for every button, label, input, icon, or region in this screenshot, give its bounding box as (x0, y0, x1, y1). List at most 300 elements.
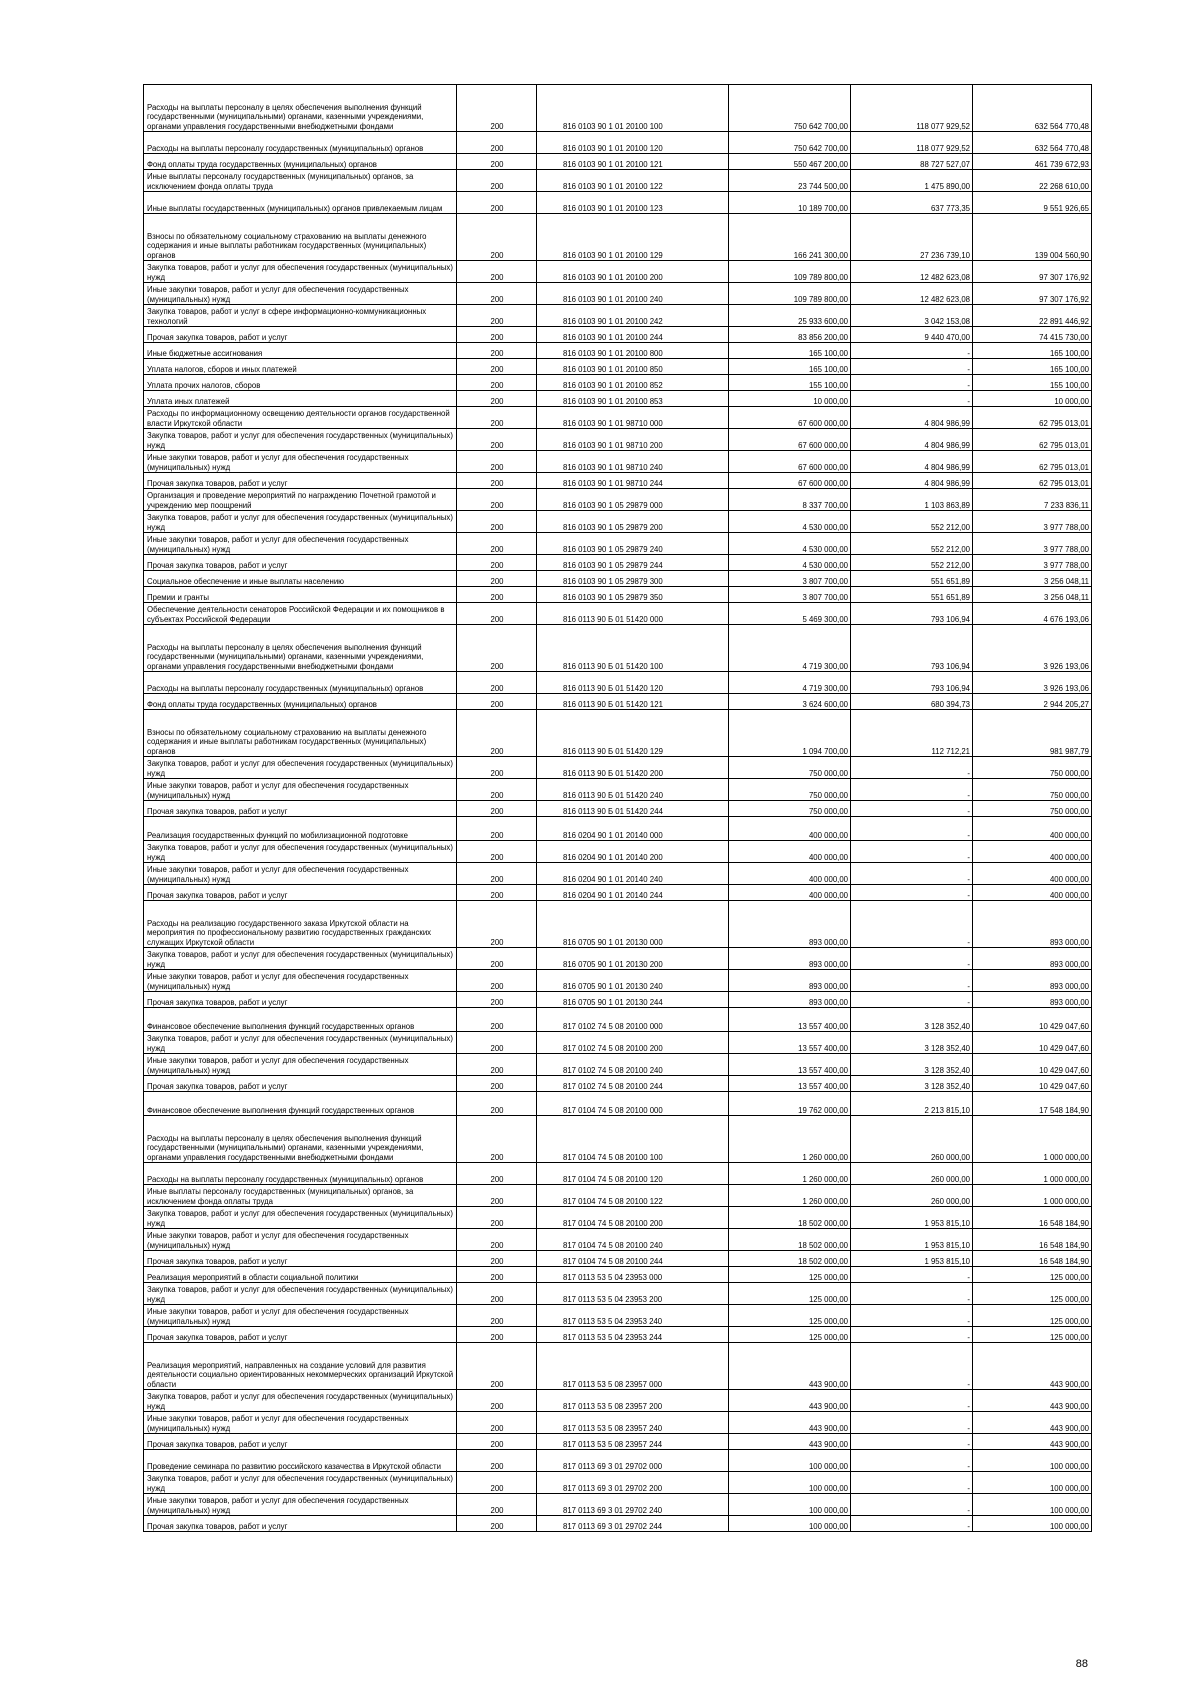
row-budget-code: 816 0204 90 1 01 20140 240 (537, 863, 729, 885)
table-row (144, 1116, 1092, 1163)
row-name: Закупка товаров, работ и услуг для обеспечения государственных (муниципальных) нужд (144, 948, 457, 970)
row-approved-amount: 400 000,00 (729, 863, 851, 885)
row-budget-code: 817 0113 69 3 01 29702 240 (537, 1494, 729, 1516)
row-budget-code: 817 0104 74 5 08 20100 000 (537, 1092, 729, 1116)
row-code: 200 (457, 1305, 537, 1327)
row-budget-code: 816 0113 90 Б 01 51420 129 (537, 710, 729, 757)
row-unexecuted-amount: 3 256 048,11 (973, 587, 1092, 603)
table-row (144, 1092, 1092, 1116)
row-unexecuted-amount: 100 000,00 (973, 1472, 1092, 1494)
row-unexecuted-amount: 10 000,00 (973, 391, 1092, 407)
row-code: 200 (457, 1516, 537, 1532)
row-code: 200 (457, 343, 537, 359)
row-budget-code: 817 0113 69 3 01 29702 200 (537, 1472, 729, 1494)
row-approved-amount: 5 469 300,00 (729, 603, 851, 625)
row-code: 200 (457, 429, 537, 451)
row-unexecuted-amount: 62 795 013,01 (973, 407, 1092, 429)
row-unexecuted-amount: 125 000,00 (973, 1327, 1092, 1343)
row-executed-amount: - (851, 841, 973, 863)
row-executed-amount: 9 440 470,00 (851, 327, 973, 343)
row-budget-code: 816 0103 90 1 01 20100 853 (537, 391, 729, 407)
row-executed-amount: 1 953 815,10 (851, 1207, 973, 1229)
row-code: 200 (457, 1054, 537, 1076)
row-budget-code: 817 0113 53 5 04 23953 200 (537, 1283, 729, 1305)
row-code: 200 (457, 801, 537, 817)
table-row (144, 992, 1092, 1008)
row-executed-amount: 1 953 815,10 (851, 1251, 973, 1267)
row-approved-amount: 3 807 700,00 (729, 571, 851, 587)
row-unexecuted-amount: 750 000,00 (973, 757, 1092, 779)
table-row (144, 901, 1092, 948)
row-executed-amount: 552 212,00 (851, 511, 973, 533)
row-unexecuted-amount: 1 000 000,00 (973, 1185, 1092, 1207)
row-executed-amount: 1 953 815,10 (851, 1229, 973, 1251)
row-unexecuted-amount: 3 977 788,00 (973, 511, 1092, 533)
row-budget-code: 817 0104 74 5 08 20100 244 (537, 1251, 729, 1267)
row-executed-amount: 27 236 739,10 (851, 214, 973, 261)
row-approved-amount: 100 000,00 (729, 1472, 851, 1494)
row-executed-amount: 552 212,00 (851, 533, 973, 555)
table-row (144, 1390, 1092, 1412)
row-code: 200 (457, 154, 537, 170)
row-code: 200 (457, 1343, 537, 1390)
row-approved-amount: 25 933 600,00 (729, 305, 851, 327)
row-approved-amount: 67 600 000,00 (729, 451, 851, 473)
table-row (144, 1207, 1092, 1229)
table-row (144, 261, 1092, 283)
table-row (144, 1412, 1092, 1434)
row-code: 200 (457, 1450, 537, 1472)
row-executed-amount: - (851, 1494, 973, 1516)
table-row (144, 1008, 1092, 1032)
row-unexecuted-amount: 632 564 770,48 (973, 85, 1092, 132)
row-name: Закупка товаров, работ и услуг для обеспечения государственных (муниципальных) нужд (144, 1032, 457, 1054)
row-budget-code: 816 0103 90 1 01 20100 852 (537, 375, 729, 391)
row-unexecuted-amount: 16 548 184,90 (973, 1207, 1092, 1229)
table-row (144, 214, 1092, 261)
row-unexecuted-amount: 97 307 176,92 (973, 283, 1092, 305)
row-name: Расходы на выплаты персоналу государственных (муниципальных) органов (144, 672, 457, 694)
row-budget-code: 817 0113 69 3 01 29702 000 (537, 1450, 729, 1472)
row-name: Организация и проведение мероприятий по награждению Почетной грамотой и учреждению мер поощрений (144, 489, 457, 511)
row-unexecuted-amount: 3 926 193,06 (973, 672, 1092, 694)
row-approved-amount: 4 719 300,00 (729, 672, 851, 694)
row-budget-code: 817 0104 74 5 08 20100 100 (537, 1116, 729, 1163)
row-name: Иные выплаты персоналу государственных (муниципальных) органов, за исключением фонда оплаты труда (144, 1185, 457, 1207)
row-code: 200 (457, 757, 537, 779)
row-name: Расходы на выплаты персоналу государственных (муниципальных) органов (144, 132, 457, 154)
row-budget-code: 816 0705 90 1 01 20130 244 (537, 992, 729, 1008)
row-name: Прочая закупка товаров, работ и услуг (144, 801, 457, 817)
row-code: 200 (457, 305, 537, 327)
table-row (144, 1327, 1092, 1343)
row-executed-amount: 793 106,94 (851, 672, 973, 694)
row-budget-code: 817 0102 74 5 08 20100 000 (537, 1008, 729, 1032)
table-row (144, 1076, 1092, 1092)
row-unexecuted-amount: 2 944 205,27 (973, 694, 1092, 710)
row-name: Расходы на выплаты персоналу государственных (муниципальных) органов (144, 1163, 457, 1185)
row-unexecuted-amount: 97 307 176,92 (973, 261, 1092, 283)
row-code: 200 (457, 489, 537, 511)
table-row (144, 85, 1092, 132)
row-unexecuted-amount: 3 977 788,00 (973, 555, 1092, 571)
row-unexecuted-amount: 100 000,00 (973, 1494, 1092, 1516)
row-executed-amount: 12 482 623,08 (851, 261, 973, 283)
row-name: Расходы на выплаты персоналу в целях обеспечения выполнения функций государственными (муниципальными) органами, казенными учреждениями, органами управления государственными внебюджетными фондами (144, 625, 457, 672)
row-approved-amount: 67 600 000,00 (729, 473, 851, 489)
row-approved-amount: 23 744 500,00 (729, 170, 851, 192)
table-row (144, 1472, 1092, 1494)
table-row (144, 1251, 1092, 1267)
row-name: Прочая закупка товаров, работ и услуг (144, 473, 457, 489)
row-approved-amount: 10 000,00 (729, 391, 851, 407)
row-name: Прочая закупка товаров, работ и услуг (144, 1076, 457, 1092)
row-approved-amount: 750 000,00 (729, 779, 851, 801)
row-budget-code: 816 0103 90 1 01 20100 850 (537, 359, 729, 375)
row-code: 200 (457, 473, 537, 489)
row-unexecuted-amount: 443 900,00 (973, 1434, 1092, 1450)
row-budget-code: 816 0103 90 1 01 98710 200 (537, 429, 729, 451)
row-approved-amount: 83 856 200,00 (729, 327, 851, 343)
row-approved-amount: 550 467 200,00 (729, 154, 851, 170)
row-budget-code: 816 0113 90 Б 01 51420 000 (537, 603, 729, 625)
table-row (144, 359, 1092, 375)
row-code: 200 (457, 451, 537, 473)
row-unexecuted-amount: 165 100,00 (973, 359, 1092, 375)
row-code: 200 (457, 694, 537, 710)
row-name: Премии и гранты (144, 587, 457, 603)
row-executed-amount: - (851, 391, 973, 407)
row-approved-amount: 4 530 000,00 (729, 511, 851, 533)
row-code: 200 (457, 1229, 537, 1251)
row-approved-amount: 125 000,00 (729, 1327, 851, 1343)
row-unexecuted-amount: 1 000 000,00 (973, 1163, 1092, 1185)
row-budget-code: 816 0113 90 Б 01 51420 240 (537, 779, 729, 801)
row-budget-code: 816 0103 90 1 01 20100 100 (537, 85, 729, 132)
row-code: 200 (457, 948, 537, 970)
row-unexecuted-amount: 10 429 047,60 (973, 1054, 1092, 1076)
row-unexecuted-amount: 125 000,00 (973, 1283, 1092, 1305)
row-executed-amount: - (851, 970, 973, 992)
row-code: 200 (457, 1494, 537, 1516)
table-row (144, 305, 1092, 327)
row-budget-code: 816 0113 90 Б 01 51420 121 (537, 694, 729, 710)
row-approved-amount: 155 100,00 (729, 375, 851, 391)
row-approved-amount: 400 000,00 (729, 885, 851, 901)
row-code: 200 (457, 1327, 537, 1343)
row-unexecuted-amount: 443 900,00 (973, 1343, 1092, 1390)
row-approved-amount: 3 807 700,00 (729, 587, 851, 603)
row-executed-amount: - (851, 901, 973, 948)
row-code: 200 (457, 511, 537, 533)
row-name: Обеспечение деятельности сенаторов Российской Федерации и их помощников в субъектах Российской Федерации (144, 603, 457, 625)
row-name: Финансовое обеспечение выполнения функций государственных органов (144, 1092, 457, 1116)
row-budget-code: 816 0103 90 1 05 29879 000 (537, 489, 729, 511)
row-name: Иные закупки товаров, работ и услуг для обеспечения государственных (муниципальных) нужд (144, 283, 457, 305)
table-row (144, 1283, 1092, 1305)
row-code: 200 (457, 407, 537, 429)
table-row (144, 801, 1092, 817)
row-unexecuted-amount: 3 256 048,11 (973, 571, 1092, 587)
row-budget-code: 817 0102 74 5 08 20100 240 (537, 1054, 729, 1076)
row-unexecuted-amount: 400 000,00 (973, 885, 1092, 901)
row-unexecuted-amount: 893 000,00 (973, 992, 1092, 1008)
row-unexecuted-amount: 7 233 836,11 (973, 489, 1092, 511)
row-name: Прочая закупка товаров, работ и услуг (144, 1327, 457, 1343)
row-approved-amount: 18 502 000,00 (729, 1207, 851, 1229)
table-row (144, 1229, 1092, 1251)
row-code: 200 (457, 587, 537, 603)
row-name: Иные закупки товаров, работ и услуг для обеспечения государственных (муниципальных) нужд (144, 533, 457, 555)
row-name: Расходы на выплаты персоналу в целях обеспечения выполнения функций государственными (муниципальными) органами, казенными учреждениями, органами управления государственными внебюджетными фондами (144, 85, 457, 132)
row-executed-amount: 2 213 815,10 (851, 1092, 973, 1116)
row-name: Иные закупки товаров, работ и услуг для обеспечения государственных (муниципальных) нужд (144, 779, 457, 801)
row-name: Социальное обеспечение и иные выплаты населению (144, 571, 457, 587)
row-approved-amount: 443 900,00 (729, 1343, 851, 1390)
row-approved-amount: 165 100,00 (729, 343, 851, 359)
table-row (144, 451, 1092, 473)
row-budget-code: 816 0103 90 1 01 98710 000 (537, 407, 729, 429)
row-approved-amount: 443 900,00 (729, 1390, 851, 1412)
table-body (144, 85, 1092, 1532)
row-executed-amount: - (851, 1305, 973, 1327)
row-executed-amount: 552 212,00 (851, 555, 973, 571)
row-budget-code: 817 0104 74 5 08 20100 240 (537, 1229, 729, 1251)
table-row (144, 1054, 1092, 1076)
row-name: Иные закупки товаров, работ и услуг для обеспечения государственных (муниципальных) нужд (144, 1412, 457, 1434)
table-row (144, 1163, 1092, 1185)
row-approved-amount: 100 000,00 (729, 1450, 851, 1472)
row-unexecuted-amount: 893 000,00 (973, 901, 1092, 948)
row-executed-amount: - (851, 817, 973, 841)
row-unexecuted-amount: 4 676 193,06 (973, 603, 1092, 625)
row-approved-amount: 18 502 000,00 (729, 1251, 851, 1267)
row-unexecuted-amount: 62 795 013,01 (973, 473, 1092, 489)
row-approved-amount: 893 000,00 (729, 948, 851, 970)
row-unexecuted-amount: 139 004 560,90 (973, 214, 1092, 261)
table-row (144, 817, 1092, 841)
row-code: 200 (457, 327, 537, 343)
row-budget-code: 816 0103 90 1 01 20100 800 (537, 343, 729, 359)
row-executed-amount: 4 804 986,99 (851, 473, 973, 489)
row-approved-amount: 18 502 000,00 (729, 1229, 851, 1251)
row-budget-code: 816 0705 90 1 01 20130 240 (537, 970, 729, 992)
row-unexecuted-amount: 3 977 788,00 (973, 533, 1092, 555)
row-code: 200 (457, 1008, 537, 1032)
row-executed-amount: - (851, 1450, 973, 1472)
budget-execution-table (143, 84, 1092, 1532)
row-unexecuted-amount: 125 000,00 (973, 1305, 1092, 1327)
row-unexecuted-amount: 62 795 013,01 (973, 451, 1092, 473)
row-unexecuted-amount: 62 795 013,01 (973, 429, 1092, 451)
row-unexecuted-amount: 165 100,00 (973, 343, 1092, 359)
row-name: Фонд оплаты труда государственных (муниципальных) органов (144, 694, 457, 710)
row-unexecuted-amount: 125 000,00 (973, 1267, 1092, 1283)
row-approved-amount: 4 719 300,00 (729, 625, 851, 672)
row-executed-amount: 118 077 929,52 (851, 85, 973, 132)
row-name: Уплата налогов, сборов и иных платежей (144, 359, 457, 375)
table-row (144, 757, 1092, 779)
row-unexecuted-amount: 750 000,00 (973, 779, 1092, 801)
table-row (144, 154, 1092, 170)
row-executed-amount: 793 106,94 (851, 625, 973, 672)
row-name: Уплата прочих налогов, сборов (144, 375, 457, 391)
row-unexecuted-amount: 9 551 926,65 (973, 192, 1092, 214)
row-budget-code: 816 0705 90 1 01 20130 000 (537, 901, 729, 948)
row-name: Закупка товаров, работ и услуг для обеспечения государственных (муниципальных) нужд (144, 841, 457, 863)
row-approved-amount: 125 000,00 (729, 1305, 851, 1327)
row-approved-amount: 400 000,00 (729, 817, 851, 841)
row-name: Иные выплаты персоналу государственных (муниципальных) органов, за исключением фонда оплаты труда (144, 170, 457, 192)
row-budget-code: 816 0103 90 1 01 20100 123 (537, 192, 729, 214)
row-code: 200 (457, 214, 537, 261)
row-name: Реализация мероприятий в области социальной политики (144, 1267, 457, 1283)
row-approved-amount: 165 100,00 (729, 359, 851, 375)
row-name: Иные закупки товаров, работ и услуг для обеспечения государственных (муниципальных) нужд (144, 1494, 457, 1516)
row-code: 200 (457, 603, 537, 625)
row-name: Прочая закупка товаров, работ и услуг (144, 327, 457, 343)
row-budget-code: 817 0104 74 5 08 20100 200 (537, 1207, 729, 1229)
table-row (144, 710, 1092, 757)
row-approved-amount: 13 557 400,00 (729, 1054, 851, 1076)
row-approved-amount: 1 260 000,00 (729, 1116, 851, 1163)
row-executed-amount: 637 773,35 (851, 192, 973, 214)
row-code: 200 (457, 970, 537, 992)
table-row (144, 283, 1092, 305)
row-budget-code: 816 0113 90 Б 01 51420 120 (537, 672, 729, 694)
row-code: 200 (457, 992, 537, 1008)
row-budget-code: 816 0103 90 1 05 29879 350 (537, 587, 729, 603)
row-budget-code: 816 0103 90 1 05 29879 300 (537, 571, 729, 587)
row-approved-amount: 893 000,00 (729, 901, 851, 948)
row-approved-amount: 67 600 000,00 (729, 407, 851, 429)
row-executed-amount: 680 394,73 (851, 694, 973, 710)
row-name: Проведение семинара по развитию российского казачества в Иркутской области (144, 1450, 457, 1472)
row-executed-amount: 793 106,94 (851, 603, 973, 625)
row-executed-amount: - (851, 1327, 973, 1343)
row-unexecuted-amount: 10 429 047,60 (973, 1076, 1092, 1092)
row-code: 200 (457, 625, 537, 672)
row-approved-amount: 750 642 700,00 (729, 85, 851, 132)
row-approved-amount: 109 789 800,00 (729, 283, 851, 305)
row-name: Закупка товаров, работ и услуг для обеспечения государственных (муниципальных) нужд (144, 1207, 457, 1229)
row-code: 200 (457, 1185, 537, 1207)
table-row (144, 343, 1092, 359)
row-unexecuted-amount: 981 987,79 (973, 710, 1092, 757)
row-code: 200 (457, 375, 537, 391)
table-row (144, 407, 1092, 429)
row-executed-amount: - (851, 1343, 973, 1390)
row-name: Закупка товаров, работ и услуг для обеспечения государственных (муниципальных) нужд (144, 429, 457, 451)
row-name: Прочая закупка товаров, работ и услуг (144, 992, 457, 1008)
row-approved-amount: 125 000,00 (729, 1267, 851, 1283)
row-executed-amount: 551 651,89 (851, 571, 973, 587)
table-row (144, 1185, 1092, 1207)
table-row (144, 375, 1092, 391)
row-budget-code: 817 0104 74 5 08 20100 122 (537, 1185, 729, 1207)
row-code: 200 (457, 261, 537, 283)
row-unexecuted-amount: 22 268 610,00 (973, 170, 1092, 192)
row-name: Прочая закупка товаров, работ и услуг (144, 555, 457, 571)
table-row (144, 672, 1092, 694)
row-code: 200 (457, 359, 537, 375)
row-unexecuted-amount: 400 000,00 (973, 863, 1092, 885)
row-executed-amount: 1 475 890,00 (851, 170, 973, 192)
table-row (144, 1516, 1092, 1532)
row-budget-code: 816 0204 90 1 01 20140 200 (537, 841, 729, 863)
row-name: Закупка товаров, работ и услуг для обеспечения государственных (муниципальных) нужд (144, 261, 457, 283)
row-approved-amount: 13 557 400,00 (729, 1076, 851, 1092)
row-unexecuted-amount: 3 926 193,06 (973, 625, 1092, 672)
table-row (144, 489, 1092, 511)
table-row (144, 1305, 1092, 1327)
row-code: 200 (457, 170, 537, 192)
row-unexecuted-amount: 1 000 000,00 (973, 1116, 1092, 1163)
row-unexecuted-amount: 155 100,00 (973, 375, 1092, 391)
row-executed-amount: - (851, 1516, 973, 1532)
row-budget-code: 816 0113 90 Б 01 51420 244 (537, 801, 729, 817)
row-code: 200 (457, 571, 537, 587)
row-code: 200 (457, 885, 537, 901)
table-row (144, 1450, 1092, 1472)
row-budget-code: 817 0104 74 5 08 20100 120 (537, 1163, 729, 1185)
table-row (144, 885, 1092, 901)
row-code: 200 (457, 672, 537, 694)
row-executed-amount: 3 128 352,40 (851, 1008, 973, 1032)
row-budget-code: 817 0113 53 5 04 23953 244 (537, 1327, 729, 1343)
row-unexecuted-amount: 461 739 672,93 (973, 154, 1092, 170)
table-row (144, 1343, 1092, 1390)
row-executed-amount: - (851, 1390, 973, 1412)
row-executed-amount: 4 804 986,99 (851, 407, 973, 429)
row-approved-amount: 1 260 000,00 (729, 1185, 851, 1207)
table-row (144, 625, 1092, 672)
row-code: 200 (457, 132, 537, 154)
row-unexecuted-amount: 443 900,00 (973, 1390, 1092, 1412)
row-approved-amount: 13 557 400,00 (729, 1032, 851, 1054)
row-budget-code: 816 0204 90 1 01 20140 000 (537, 817, 729, 841)
row-executed-amount: 3 042 153,08 (851, 305, 973, 327)
row-unexecuted-amount: 750 000,00 (973, 801, 1092, 817)
row-executed-amount: 4 804 986,99 (851, 451, 973, 473)
page-number: 88 (1075, 1658, 1088, 1670)
row-budget-code: 817 0113 53 5 04 23953 240 (537, 1305, 729, 1327)
row-unexecuted-amount: 100 000,00 (973, 1516, 1092, 1532)
table-row (144, 1032, 1092, 1054)
row-approved-amount: 1 094 700,00 (729, 710, 851, 757)
row-approved-amount: 10 189 700,00 (729, 192, 851, 214)
row-approved-amount: 3 624 600,00 (729, 694, 851, 710)
table-row (144, 571, 1092, 587)
row-name: Иные закупки товаров, работ и услуг для обеспечения государственных (муниципальных) нужд (144, 1229, 457, 1251)
row-approved-amount: 100 000,00 (729, 1516, 851, 1532)
row-executed-amount: - (851, 1267, 973, 1283)
row-executed-amount: 112 712,21 (851, 710, 973, 757)
row-name: Закупка товаров, работ и услуг в сфере информационно-коммуникационных технологий (144, 305, 457, 327)
row-budget-code: 816 0103 90 1 01 98710 240 (537, 451, 729, 473)
row-code: 200 (457, 192, 537, 214)
table-row (144, 694, 1092, 710)
row-budget-code: 816 0103 90 1 01 20100 129 (537, 214, 729, 261)
row-executed-amount: - (851, 885, 973, 901)
table-row (144, 1494, 1092, 1516)
row-name: Иные выплаты государственных (муниципальных) органов привлекаемым лицам (144, 192, 457, 214)
row-code: 200 (457, 710, 537, 757)
row-budget-code: 816 0103 90 1 01 20100 120 (537, 132, 729, 154)
row-budget-code: 817 0113 53 5 08 23957 244 (537, 1434, 729, 1450)
row-name: Закупка товаров, работ и услуг для обеспечения государственных (муниципальных) нужд (144, 511, 457, 533)
row-budget-code: 817 0102 74 5 08 20100 244 (537, 1076, 729, 1092)
